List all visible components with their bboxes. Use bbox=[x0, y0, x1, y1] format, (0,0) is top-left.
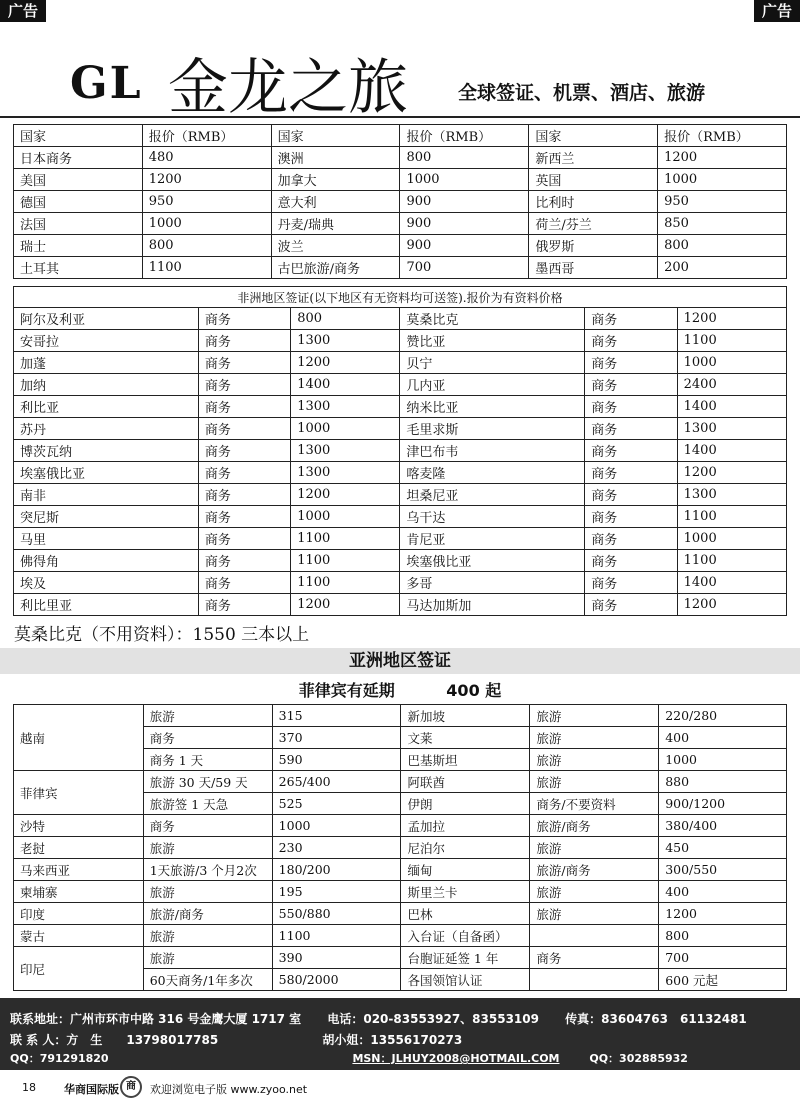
price-cell: 1000 bbox=[677, 528, 786, 550]
visa-type-cell: 商务 bbox=[198, 572, 290, 594]
price-cell: 370 bbox=[272, 727, 401, 749]
table-row bbox=[14, 594, 787, 616]
country-cell: 突尼斯 bbox=[14, 506, 199, 528]
country-cell: 丹麦/瑞典 bbox=[271, 213, 400, 235]
visa-type-cell: 商务 bbox=[585, 506, 677, 528]
price-cell: 1300 bbox=[291, 330, 400, 352]
asia-visa-table bbox=[13, 704, 787, 991]
price-cell: 1400 bbox=[291, 374, 400, 396]
price-cell: 220/280 bbox=[659, 705, 787, 727]
visa-type-cell: 旅游 bbox=[530, 881, 659, 903]
table-row bbox=[14, 528, 787, 550]
visa-type-cell: 旅游 bbox=[530, 727, 659, 749]
table-row bbox=[14, 859, 787, 881]
table-row bbox=[14, 506, 787, 528]
country-cell: 南非 bbox=[14, 484, 199, 506]
price-cell: 1200 bbox=[658, 147, 787, 169]
africa-visa-table bbox=[13, 286, 787, 616]
country-cell: 博茨瓦纳 bbox=[14, 440, 199, 462]
visa-type-cell: 旅游 bbox=[143, 947, 272, 969]
visa-type-cell: 1天旅游/3 个月2次 bbox=[143, 859, 272, 881]
country-cell: 蒙古 bbox=[14, 925, 144, 947]
table-row bbox=[14, 705, 787, 727]
country-cell: 乌干达 bbox=[400, 506, 585, 528]
visa-type-cell bbox=[530, 925, 659, 947]
visa-type-cell: 旅游 bbox=[143, 881, 272, 903]
price-cell: 1300 bbox=[291, 462, 400, 484]
country-cell: 莫桑比克 bbox=[400, 308, 585, 330]
price-cell: 1000 bbox=[658, 169, 787, 191]
visa-type-cell: 商务 bbox=[585, 308, 677, 330]
price-cell: 1200 bbox=[142, 169, 271, 191]
country-cell: 毛里求斯 bbox=[400, 418, 585, 440]
table-row bbox=[14, 771, 787, 793]
fax: 传真：83604763 61132481 bbox=[565, 1012, 747, 1026]
price-cell: 1200 bbox=[291, 594, 400, 616]
visa-type-cell: 商务 bbox=[198, 594, 290, 616]
price-cell: 1100 bbox=[677, 330, 786, 352]
africa-caption: 非洲地区签证(以下地区有无资料均可送签).报价为有资料价格 bbox=[14, 287, 787, 308]
price-cell: 800 bbox=[400, 147, 529, 169]
price-cell: 315 bbox=[272, 705, 401, 727]
philippines-extension bbox=[0, 678, 800, 701]
visa-type-cell: 旅游 30 天/59 天 bbox=[143, 771, 272, 793]
visa-type-cell: 商务 bbox=[198, 418, 290, 440]
country-cell: 柬埔寨 bbox=[14, 881, 144, 903]
price-cell: 400 bbox=[659, 881, 787, 903]
country-cell: 伊朗 bbox=[401, 793, 530, 815]
country-cell: 荷兰/芬兰 bbox=[529, 213, 658, 235]
qq-2: QQ：302885932 bbox=[589, 1052, 688, 1065]
country-cell: 多哥 bbox=[400, 572, 585, 594]
price-cell: 1300 bbox=[677, 418, 786, 440]
visa-type-cell: 商务 bbox=[198, 484, 290, 506]
country-cell: 老挝 bbox=[14, 837, 144, 859]
visa-type-cell: 商务 bbox=[585, 462, 677, 484]
price-cell: 480 bbox=[142, 147, 271, 169]
price-cell: 950 bbox=[142, 191, 271, 213]
country-cell: 马达加斯加 bbox=[400, 594, 585, 616]
visa-type-cell: 旅游 bbox=[143, 705, 272, 727]
footer-row-3 bbox=[10, 1050, 688, 1066]
country-cell: 阿联酋 bbox=[401, 771, 530, 793]
price-cell: 300/550 bbox=[659, 859, 787, 881]
header-cell: 国家 bbox=[271, 125, 400, 147]
country-cell: 安哥拉 bbox=[14, 330, 199, 352]
table-row bbox=[14, 484, 787, 506]
table-row bbox=[14, 396, 787, 418]
price-cell: 1300 bbox=[291, 396, 400, 418]
table-row bbox=[14, 257, 787, 279]
price-cell: 900 bbox=[400, 191, 529, 213]
country-cell: 加拿大 bbox=[271, 169, 400, 191]
price-cell: 1300 bbox=[677, 484, 786, 506]
visa-type-cell: 商务 bbox=[585, 418, 677, 440]
contact-footer bbox=[0, 998, 800, 1070]
price-cell: 800 bbox=[291, 308, 400, 330]
visa-type-cell bbox=[530, 969, 659, 991]
price-cell: 1200 bbox=[659, 903, 787, 925]
visa-type-cell: 旅游/商务 bbox=[530, 815, 659, 837]
country-cell: 越南 bbox=[14, 705, 144, 771]
price-cell: 1100 bbox=[677, 550, 786, 572]
country-cell: 坦桑尼亚 bbox=[400, 484, 585, 506]
price-cell: 450 bbox=[659, 837, 787, 859]
price-cell: 265/400 bbox=[272, 771, 401, 793]
table-row bbox=[14, 903, 787, 925]
country-cell: 缅甸 bbox=[401, 859, 530, 881]
table-row bbox=[14, 947, 787, 969]
footer-row-2 bbox=[10, 1031, 462, 1048]
visa-type-cell: 商务 bbox=[585, 396, 677, 418]
country-cell: 法国 bbox=[14, 213, 143, 235]
country-cell: 各国领馆认证 bbox=[401, 969, 530, 991]
table-row bbox=[14, 440, 787, 462]
price-cell: 1100 bbox=[291, 572, 400, 594]
ad-label-right: 广告 bbox=[754, 0, 800, 22]
visa-type-cell: 旅游 bbox=[530, 903, 659, 925]
country-cell: 几内亚 bbox=[400, 374, 585, 396]
visa-type-cell: 商务 bbox=[198, 506, 290, 528]
header bbox=[0, 22, 800, 123]
country-cell: 阿尔及利亚 bbox=[14, 308, 199, 330]
visa-type-cell: 商务 bbox=[585, 594, 677, 616]
philippines-extension-price: 400 起 bbox=[446, 681, 502, 700]
country-cell: 埃塞俄比亚 bbox=[14, 462, 199, 484]
table-row bbox=[14, 462, 787, 484]
price-cell: 700 bbox=[400, 257, 529, 279]
price-cell: 380/400 bbox=[659, 815, 787, 837]
visa-type-cell: 旅游 bbox=[530, 749, 659, 771]
visa-type-cell: 商务 bbox=[198, 308, 290, 330]
table-row bbox=[14, 550, 787, 572]
table-row bbox=[14, 374, 787, 396]
price-cell: 1000 bbox=[142, 213, 271, 235]
price-cell: 200 bbox=[658, 257, 787, 279]
visa-type-cell: 旅游签 1 天急 bbox=[143, 793, 272, 815]
price-cell: 550/880 bbox=[272, 903, 401, 925]
price-cell: 525 bbox=[272, 793, 401, 815]
publication-badge-icon: 商 bbox=[120, 1076, 142, 1098]
country-cell: 加纳 bbox=[14, 374, 199, 396]
country-cell: 贝宁 bbox=[400, 352, 585, 374]
header-cell: 国家 bbox=[529, 125, 658, 147]
country-cell: 尼泊尔 bbox=[401, 837, 530, 859]
visa-type-cell: 商务 bbox=[585, 572, 677, 594]
price-cell: 1200 bbox=[677, 308, 786, 330]
price-cell: 2400 bbox=[677, 374, 786, 396]
msn[interactable]: MSN：JLHUY2008@HOTMAIL.COM bbox=[352, 1052, 560, 1065]
country-cell: 印度 bbox=[14, 903, 144, 925]
country-cell: 佛得角 bbox=[14, 550, 199, 572]
country-cell: 瑞士 bbox=[14, 235, 143, 257]
price-cell: 1000 bbox=[272, 815, 401, 837]
country-cell: 日本商务 bbox=[14, 147, 143, 169]
visa-type-cell: 商务 bbox=[585, 550, 677, 572]
visa-price-table bbox=[13, 124, 787, 279]
price-cell: 800 bbox=[659, 925, 787, 947]
country-cell: 斯里兰卡 bbox=[401, 881, 530, 903]
page-footer bbox=[0, 1074, 800, 1100]
price-cell: 1100 bbox=[677, 506, 786, 528]
price-cell: 900/1200 bbox=[659, 793, 787, 815]
price-cell: 230 bbox=[272, 837, 401, 859]
price-cell: 800 bbox=[142, 235, 271, 257]
table-row bbox=[14, 147, 787, 169]
visa-type-cell: 商务/不要资料 bbox=[530, 793, 659, 815]
country-cell: 加蓬 bbox=[14, 352, 199, 374]
visa-type-cell: 商务 bbox=[198, 462, 290, 484]
visa-type-cell: 旅游 bbox=[530, 837, 659, 859]
country-cell: 苏丹 bbox=[14, 418, 199, 440]
country-cell: 俄罗斯 bbox=[529, 235, 658, 257]
price-cell: 850 bbox=[658, 213, 787, 235]
country-cell: 孟加拉 bbox=[401, 815, 530, 837]
price-cell: 1400 bbox=[677, 440, 786, 462]
visa-type-cell: 商务 bbox=[585, 352, 677, 374]
table-row bbox=[14, 235, 787, 257]
price-cell: 1400 bbox=[677, 572, 786, 594]
qq-1: QQ：791291820 bbox=[10, 1052, 109, 1065]
visa-type-cell: 商务 bbox=[585, 484, 677, 506]
country-cell: 津巴布韦 bbox=[400, 440, 585, 462]
country-cell: 澳洲 bbox=[271, 147, 400, 169]
tagline: 全球签证、机票、酒店、旅游 bbox=[458, 82, 706, 104]
footer-row-1 bbox=[10, 1010, 747, 1027]
country-cell: 入台证（自备函） bbox=[401, 925, 530, 947]
country-cell: 埃及 bbox=[14, 572, 199, 594]
header-cell: 报价（RMB） bbox=[142, 125, 271, 147]
price-cell: 700 bbox=[659, 947, 787, 969]
country-cell: 沙特 bbox=[14, 815, 144, 837]
country-cell: 古巴旅游/商务 bbox=[271, 257, 400, 279]
contact-person: 联 系 人：方 生 13798017785 bbox=[10, 1033, 219, 1047]
country-cell: 喀麦隆 bbox=[400, 462, 585, 484]
country-cell: 墨西哥 bbox=[529, 257, 658, 279]
price-cell: 1000 bbox=[659, 749, 787, 771]
country-cell: 新加坡 bbox=[401, 705, 530, 727]
price-cell: 1100 bbox=[142, 257, 271, 279]
visa-type-cell: 商务 bbox=[198, 528, 290, 550]
address: 联系地址：广州市环市中路 316 号金鹰大厦 1717 室 bbox=[10, 1012, 302, 1026]
price-cell: 1200 bbox=[291, 352, 400, 374]
country-cell: 肯尼亚 bbox=[400, 528, 585, 550]
ad-label-left: 广告 bbox=[0, 0, 46, 22]
price-cell: 600 元起 bbox=[659, 969, 787, 991]
country-cell: 土耳其 bbox=[14, 257, 143, 279]
table-row bbox=[14, 815, 787, 837]
price-cell: 900 bbox=[400, 235, 529, 257]
page-number: 18 bbox=[22, 1081, 36, 1094]
header-cell: 报价（RMB） bbox=[400, 125, 529, 147]
mozambique-note: 莫桑比克（不用资料）：1550 三本以上 bbox=[14, 625, 310, 645]
table-row bbox=[14, 308, 787, 330]
country-cell: 马里 bbox=[14, 528, 199, 550]
price-cell: 1100 bbox=[272, 925, 401, 947]
price-cell: 1400 bbox=[677, 396, 786, 418]
price-cell: 590 bbox=[272, 749, 401, 771]
country-cell: 波兰 bbox=[271, 235, 400, 257]
country-cell: 美国 bbox=[14, 169, 143, 191]
price-cell: 1100 bbox=[291, 528, 400, 550]
price-cell: 1000 bbox=[291, 506, 400, 528]
table-row bbox=[14, 418, 787, 440]
price-cell: 900 bbox=[400, 213, 529, 235]
table-row bbox=[14, 213, 787, 235]
visa-type-cell: 旅游/商务 bbox=[530, 859, 659, 881]
table-row bbox=[14, 925, 787, 947]
website-link[interactable]: 欢迎浏览电子版 www.zyoo.net bbox=[150, 1083, 308, 1096]
visa-type-cell: 商务 bbox=[585, 374, 677, 396]
price-cell: 1000 bbox=[677, 352, 786, 374]
price-cell: 950 bbox=[658, 191, 787, 213]
visa-type-cell: 旅游 bbox=[530, 705, 659, 727]
price-cell: 400 bbox=[659, 727, 787, 749]
country-cell: 印尼 bbox=[14, 947, 144, 991]
country-cell: 德国 bbox=[14, 191, 143, 213]
logo-name: 金龙之旅 bbox=[168, 53, 408, 123]
visa-type-cell: 60天商务/1年多次 bbox=[143, 969, 272, 991]
publication-name: 华商国际版 bbox=[64, 1083, 119, 1096]
country-cell: 利比里亚 bbox=[14, 594, 199, 616]
country-cell: 英国 bbox=[529, 169, 658, 191]
contact-person-2: 胡小姐：13556170273 bbox=[322, 1033, 463, 1047]
table-row bbox=[14, 881, 787, 903]
price-cell: 180/200 bbox=[272, 859, 401, 881]
visa-type-cell: 商务 bbox=[198, 440, 290, 462]
country-cell: 利比亚 bbox=[14, 396, 199, 418]
visa-type-cell: 旅游 bbox=[530, 771, 659, 793]
table-row bbox=[14, 837, 787, 859]
header-cell: 国家 bbox=[14, 125, 143, 147]
price-cell: 195 bbox=[272, 881, 401, 903]
country-cell: 埃塞俄比亚 bbox=[400, 550, 585, 572]
table-row bbox=[14, 330, 787, 352]
price-cell: 1200 bbox=[677, 462, 786, 484]
country-cell: 新西兰 bbox=[529, 147, 658, 169]
price-cell: 1300 bbox=[291, 440, 400, 462]
country-cell: 菲律宾 bbox=[14, 771, 144, 815]
header-cell: 报价（RMB） bbox=[658, 125, 787, 147]
country-cell: 巴林 bbox=[401, 903, 530, 925]
country-cell: 比利时 bbox=[529, 191, 658, 213]
price-cell: 390 bbox=[272, 947, 401, 969]
price-cell: 1200 bbox=[677, 594, 786, 616]
philippines-extension-label: 菲律宾有延期 bbox=[298, 681, 395, 700]
visa-type-cell: 旅游 bbox=[143, 837, 272, 859]
visa-type-cell: 商务 bbox=[198, 550, 290, 572]
country-cell: 纳米比亚 bbox=[400, 396, 585, 418]
country-cell: 马来西亚 bbox=[14, 859, 144, 881]
visa-type-cell: 商务 1 天 bbox=[143, 749, 272, 771]
country-cell: 文莱 bbox=[401, 727, 530, 749]
table-row bbox=[14, 572, 787, 594]
africa-caption-row bbox=[14, 287, 787, 308]
price-cell: 1200 bbox=[291, 484, 400, 506]
visa-type-cell: 商务 bbox=[198, 352, 290, 374]
table-row bbox=[14, 352, 787, 374]
visa-type-cell: 商务 bbox=[198, 396, 290, 418]
visa-type-cell: 商务 bbox=[143, 727, 272, 749]
asia-section-title: 亚洲地区签证 bbox=[0, 648, 800, 674]
visa-type-cell: 商务 bbox=[198, 330, 290, 352]
visa-type-cell: 旅游/商务 bbox=[143, 903, 272, 925]
price-cell: 800 bbox=[658, 235, 787, 257]
country-cell: 意大利 bbox=[271, 191, 400, 213]
visa-type-cell: 旅游 bbox=[143, 925, 272, 947]
phone: 电话：020-83553927、83553109 bbox=[327, 1012, 539, 1026]
price-cell: 1000 bbox=[291, 418, 400, 440]
visa-type-cell: 商务 bbox=[585, 528, 677, 550]
visa-type-cell: 商务 bbox=[530, 947, 659, 969]
visa-type-cell: 商务 bbox=[585, 440, 677, 462]
country-cell: 赞比亚 bbox=[400, 330, 585, 352]
price-cell: 1000 bbox=[400, 169, 529, 191]
visa-type-cell: 商务 bbox=[198, 374, 290, 396]
visa-type-cell: 商务 bbox=[585, 330, 677, 352]
price-cell: 1100 bbox=[291, 550, 400, 572]
price-cell: 580/2000 bbox=[272, 969, 401, 991]
country-cell: 台胞证延签 1 年 bbox=[401, 947, 530, 969]
table-row bbox=[14, 191, 787, 213]
table-row bbox=[14, 169, 787, 191]
visa-type-cell: 商务 bbox=[143, 815, 272, 837]
country-cell: 巴基斯坦 bbox=[401, 749, 530, 771]
logo-gl: GL bbox=[70, 58, 143, 109]
table-header-row bbox=[14, 125, 787, 147]
price-cell: 880 bbox=[659, 771, 787, 793]
